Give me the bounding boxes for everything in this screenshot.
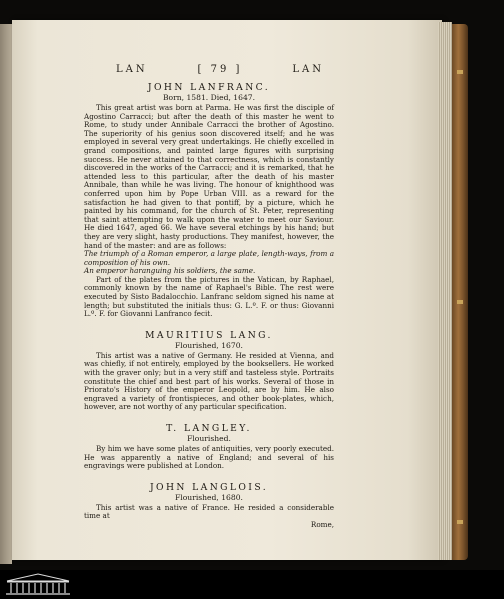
page-text	[84, 64, 334, 530]
spine-ornament	[457, 520, 463, 524]
entry-dates: Flourished, 1680.	[175, 492, 243, 502]
spine-ornament	[457, 300, 463, 304]
header-right: LAN	[292, 64, 324, 75]
page-number: [ 79 ]	[197, 64, 243, 75]
entry-paragraph: By him we have some plates of antiquities, very poorly executed. He was apparently a native of England; and several of his engravings were published at London.	[84, 444, 334, 471]
spine-ornament	[457, 70, 463, 74]
spacer	[84, 412, 334, 421]
entry-paragraph: An emperor haranguing his soldiers, the same.	[84, 266, 256, 276]
entry-paragraph: This artist was a native of France. He resided a considerable time at	[84, 502, 334, 521]
running-header	[84, 64, 334, 76]
entry-dates: Flourished.	[187, 434, 231, 443]
entry-paragraph: The triumph of a Roman emperor, a large plate, length-ways, from a composition of his own.	[84, 249, 334, 267]
entry-heading: T. LANGLEY.	[166, 423, 252, 434]
entry-heading: JOHN LANFRANC.	[147, 82, 271, 93]
viewer-footer	[0, 570, 504, 599]
library-building-logo-icon	[3, 572, 73, 597]
entry-dates: Flourished, 1670.	[175, 340, 243, 350]
entry-dates: Born, 1581. Died, 1647.	[162, 93, 256, 102]
header-left: LAN	[116, 64, 148, 75]
entry-heading: MAURITIUS LANG.	[145, 329, 273, 341]
page-edges	[438, 22, 452, 560]
spacer	[84, 319, 334, 328]
book-spine	[452, 24, 468, 560]
catchword: Rome,	[310, 519, 334, 529]
entry-heading: JOHN LANGLOIS.	[149, 481, 269, 493]
spacer	[84, 471, 334, 480]
left-page-edge	[0, 24, 12, 564]
entry-paragraph: Part of the plates from the pictures in the Vatican, by Raphael, commonly known by the name of Raphael's Bible. The rest were executed by Sisto Badalocchio. Lanfranc seldom signed his name at length; but substituted the initials thus: G. L.º. F. or thus: Giovanni L.º. F. for Giovanni Lanfranco fecit.	[84, 274, 334, 319]
entry-paragraph: This artist was a native of Germany. He resided at Vienna, and was chiefly, if not entirely, employed by the booksellers. He worked with the graver only; but in a very stiff and tasteless style. Portraits constitute the chief and best part of his works. Several of those in Priorato's History of the emperor Leopold, are by him. He also engraved a variety of frontispieces, and other book-plates, which, however, are not worthy of any particular specification.	[84, 350, 334, 412]
entry-paragraph: This great artist was born at Parma. He was first the disciple of Agostino Carracci; but after the death of this master he went to Rome, to study under Annibale Carracci the brother of Agostino. The superiority of his genius soon discovered itself; and he was employed in several very great undertakings. He chiefly excelled in grand compositions, and painted large figures with surprising success. He never attained to that correctness, which is constantly discovered in the works of the Carracci; and it is remarked, that he attended less to this particular, after the death of his master Annibale, than while he was living. The honour of knighthood was conferred upon him by Pope Urban VIII. as a reward for the satisfaction he had given to that pontiff, by a picture, which he painted by his command, for the church of St. Peter, representing that saint attempting to walk upon the water to meet our Saviour. He died 1647, aged 66. We have several etchings by his hand; but they are very slight, hasty productions. They manifest, however, the hand of the master: and are as follows:	[84, 103, 334, 250]
